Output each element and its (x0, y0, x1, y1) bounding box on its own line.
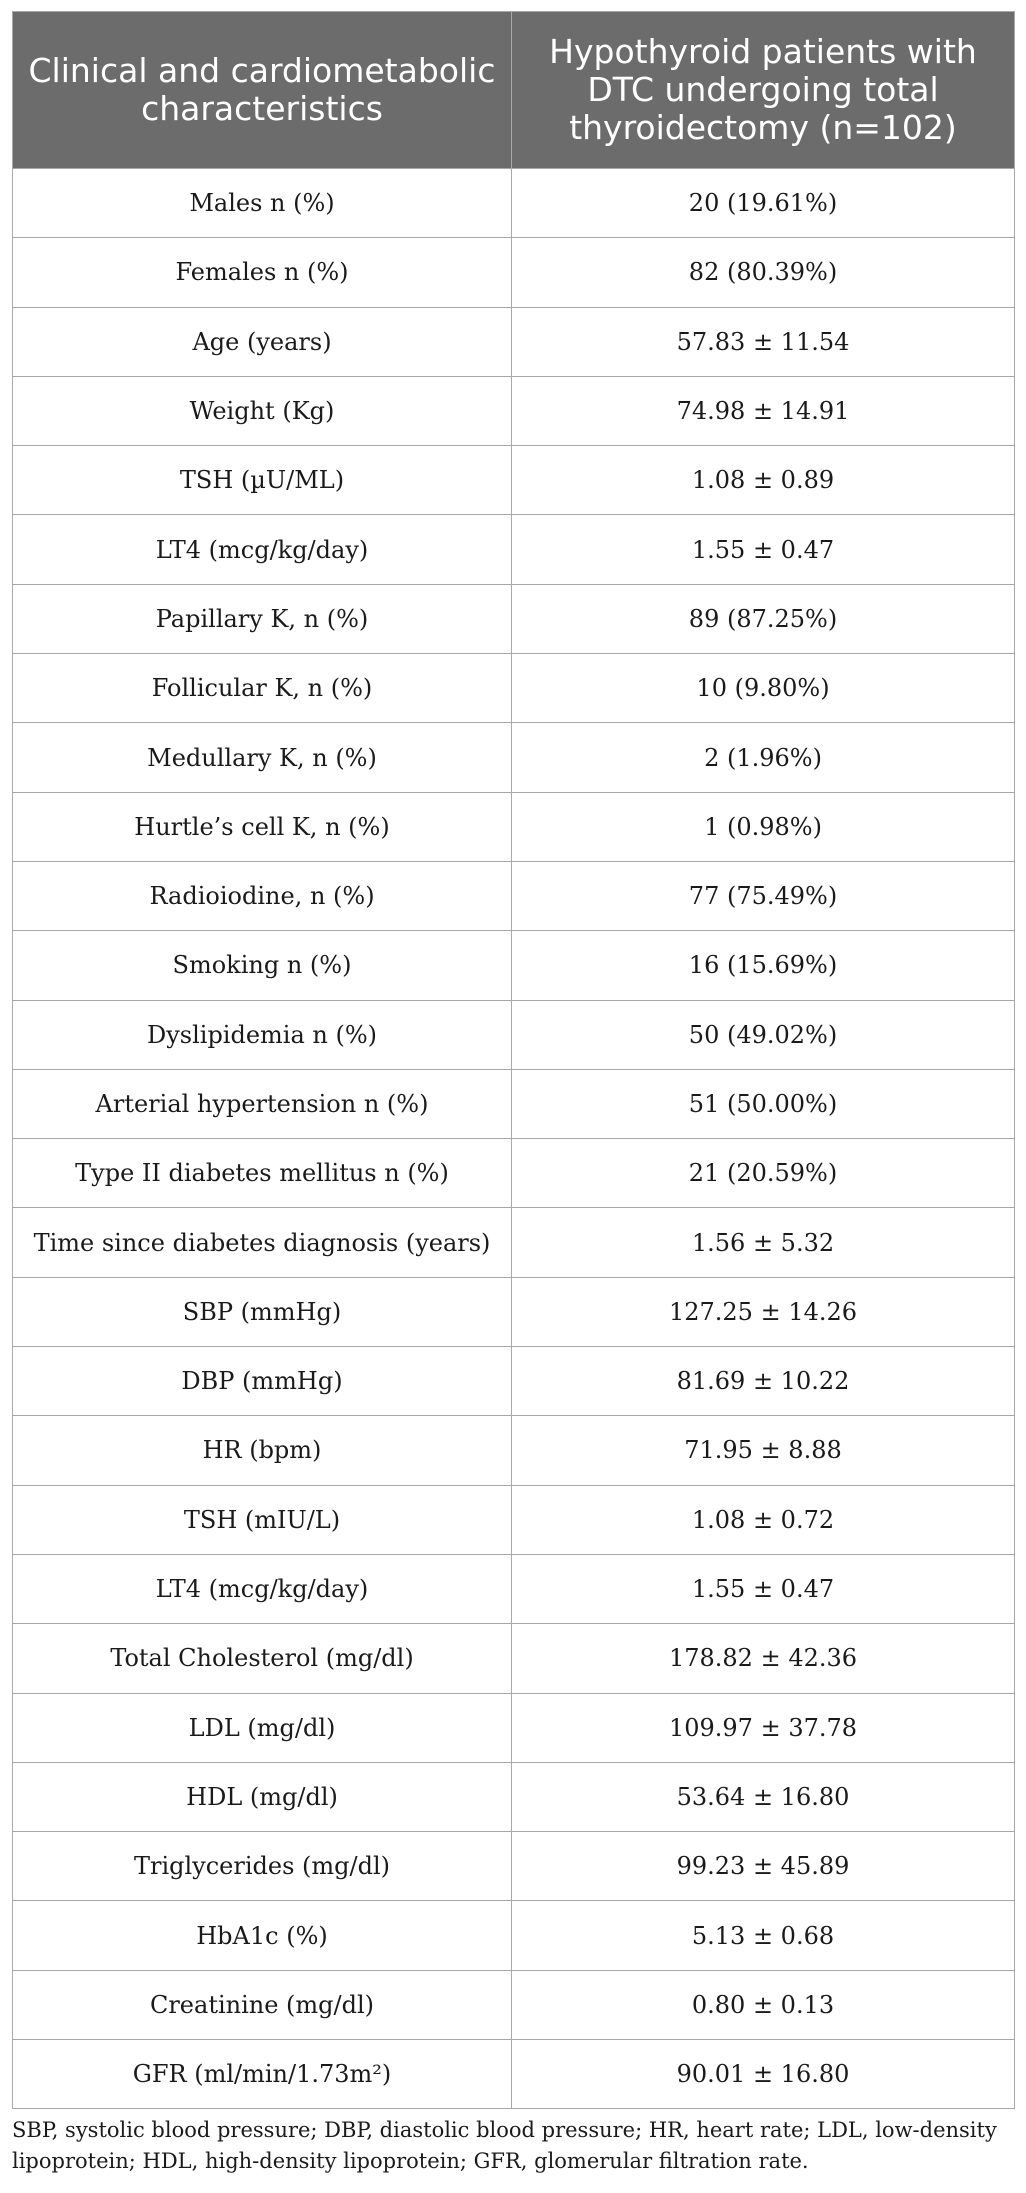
table-row (13, 2040, 1015, 2109)
characteristic-cell: Medullary K, n (%) (13, 723, 512, 792)
characteristic-cell: HDL (mg/dl) (13, 1762, 512, 1831)
characteristic-cell: Creatinine (mg/dl) (13, 1970, 512, 2039)
header-patients: Hypothyroid patients with DTC undergoing total thyroidectomy (n=102) (512, 12, 1015, 169)
characteristic-cell: SBP (mmHg) (13, 1277, 512, 1346)
characteristic-cell: Arterial hypertension n (%) (13, 1069, 512, 1138)
table-row (13, 931, 1015, 1000)
table-row (13, 1624, 1015, 1693)
characteristic-cell: Time since diabetes diagnosis (years) (13, 1208, 512, 1277)
table-row (13, 861, 1015, 930)
table-row (13, 1208, 1015, 1277)
header-characteristics: Clinical and cardiometabolic characteristics (13, 12, 512, 169)
characteristic-cell: Females n (%) (13, 238, 512, 307)
characteristics-table (12, 11, 1015, 2109)
table-row (13, 446, 1015, 515)
value-cell: 1.08 ± 0.89 (512, 446, 1015, 515)
table-footnote: SBP, systolic blood pressure; DBP, diastolic blood pressure; HR, heart rate; LDL, low-density lipoprotein; HDL, high-density lipoprotein; GFR, glomerular filtration rate. (12, 2118, 997, 2173)
value-cell: 50 (49.02%) (512, 1000, 1015, 1069)
characteristic-cell: Age (years) (13, 307, 512, 376)
table-row (13, 1485, 1015, 1554)
table-row (13, 1000, 1015, 1069)
table-row (13, 1970, 1015, 2039)
characteristic-cell: Follicular K, n (%) (13, 654, 512, 723)
value-cell: 127.25 ± 14.26 (512, 1277, 1015, 1346)
characteristic-cell: TSH (mIU/L) (13, 1485, 512, 1554)
table-row (13, 792, 1015, 861)
characteristic-cell: Males n (%) (13, 169, 512, 238)
table-row (13, 584, 1015, 653)
value-cell: 53.64 ± 16.80 (512, 1762, 1015, 1831)
value-cell: 5.13 ± 0.68 (512, 1901, 1015, 1970)
table-row (13, 1762, 1015, 1831)
table-header-row (13, 12, 1015, 169)
characteristic-cell: HbA1c (%) (13, 1901, 512, 1970)
characteristic-cell: GFR (ml/min/1.73m²) (13, 2040, 512, 2109)
characteristic-cell: Weight (Kg) (13, 376, 512, 445)
value-cell: 77 (75.49%) (512, 861, 1015, 930)
value-cell: 0.80 ± 0.13 (512, 1970, 1015, 2039)
value-cell: 1.08 ± 0.72 (512, 1485, 1015, 1554)
value-cell: 57.83 ± 11.54 (512, 307, 1015, 376)
value-cell: 20 (19.61%) (512, 169, 1015, 238)
value-cell: 1.56 ± 5.32 (512, 1208, 1015, 1277)
characteristic-cell: HR (bpm) (13, 1416, 512, 1485)
characteristic-cell: Hurtle’s cell K, n (%) (13, 792, 512, 861)
table-row (13, 307, 1015, 376)
characteristic-cell: Total Cholesterol (mg/dl) (13, 1624, 512, 1693)
table-row (13, 1554, 1015, 1623)
characteristic-cell: Dyslipidemia n (%) (13, 1000, 512, 1069)
value-cell: 89 (87.25%) (512, 584, 1015, 653)
value-cell: 71.95 ± 8.88 (512, 1416, 1015, 1485)
characteristic-cell: Papillary K, n (%) (13, 584, 512, 653)
table-row (13, 1832, 1015, 1901)
table-row (13, 238, 1015, 307)
characteristic-cell: DBP (mmHg) (13, 1347, 512, 1416)
value-cell: 21 (20.59%) (512, 1139, 1015, 1208)
table-row (13, 376, 1015, 445)
characteristic-cell: LT4 (mcg/kg/day) (13, 1554, 512, 1623)
table-row (13, 1277, 1015, 1346)
value-cell: 99.23 ± 45.89 (512, 1832, 1015, 1901)
characteristic-cell: LT4 (mcg/kg/day) (13, 515, 512, 584)
value-cell: 51 (50.00%) (512, 1069, 1015, 1138)
table-row (13, 1693, 1015, 1762)
table-row (13, 1901, 1015, 1970)
value-cell: 2 (1.96%) (512, 723, 1015, 792)
value-cell: 109.97 ± 37.78 (512, 1693, 1015, 1762)
table-row (13, 515, 1015, 584)
value-cell: 90.01 ± 16.80 (512, 2040, 1015, 2109)
value-cell: 10 (9.80%) (512, 654, 1015, 723)
table-row (13, 1347, 1015, 1416)
value-cell: 1.55 ± 0.47 (512, 1554, 1015, 1623)
value-cell: 74.98 ± 14.91 (512, 376, 1015, 445)
characteristic-cell: Type II diabetes mellitus n (%) (13, 1139, 512, 1208)
characteristic-cell: Radioiodine, n (%) (13, 861, 512, 930)
value-cell: 81.69 ± 10.22 (512, 1347, 1015, 1416)
value-cell: 82 (80.39%) (512, 238, 1015, 307)
characteristic-cell: LDL (mg/dl) (13, 1693, 512, 1762)
characteristic-cell: Smoking n (%) (13, 931, 512, 1000)
value-cell: 178.82 ± 42.36 (512, 1624, 1015, 1693)
characteristic-cell: TSH (µU/ML) (13, 446, 512, 515)
table-row (13, 723, 1015, 792)
value-cell: 1 (0.98%) (512, 792, 1015, 861)
table-row (13, 1069, 1015, 1138)
table-row (13, 1416, 1015, 1485)
characteristics-table-container (12, 11, 1014, 2109)
value-cell: 1.55 ± 0.47 (512, 515, 1015, 584)
table-row (13, 1139, 1015, 1208)
characteristic-cell: Triglycerides (mg/dl) (13, 1832, 512, 1901)
table-row (13, 169, 1015, 238)
table-row (13, 654, 1015, 723)
value-cell: 16 (15.69%) (512, 931, 1015, 1000)
table-body (13, 169, 1015, 2109)
